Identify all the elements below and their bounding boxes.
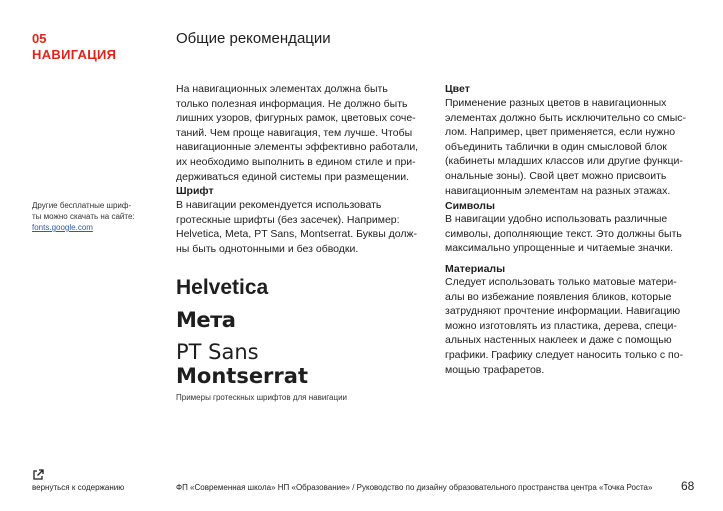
text-line: (кабинеты младших классов или другие функци- bbox=[445, 155, 683, 168]
color-heading: Цвет bbox=[445, 83, 470, 95]
symbols-paragraph bbox=[445, 212, 713, 256]
footer-text: ФП «Современная школа» НП «Образование» / Руководство по дизайну образовательного пространства центра «Точка Роста» bbox=[176, 483, 653, 492]
text-line: алы во избежание появления бликов, которые bbox=[445, 290, 672, 303]
text-line: навигационные элементы эффективно работали, bbox=[176, 141, 419, 154]
font-sample-meta: Мета bbox=[176, 308, 236, 332]
fonts-link[interactable]: fonts.google.com bbox=[32, 223, 93, 232]
text-line: затрудняют прочтение информации. Навигацию bbox=[445, 305, 681, 318]
symbols-heading: Символы bbox=[445, 200, 495, 212]
text-line: только полезная информация. Не должно быть bbox=[176, 97, 408, 110]
text-line: ны быть однотонными и без обводки. bbox=[176, 242, 359, 255]
text-line: таний. Чем проще навигация, тем лучше. Чтобы bbox=[176, 126, 413, 139]
text-line: В навигации рекомендуется использовать bbox=[176, 199, 382, 211]
text-line: элементах должно быть исключительно со смыс- bbox=[445, 111, 687, 124]
text-line: Helvetica, Meta, PT Sans, Montserrat. Буквы долж- bbox=[176, 228, 418, 241]
text-line: Следует использовать только матовые матери- bbox=[445, 276, 677, 288]
back-to-contents-link[interactable]: вернуться к содержанию bbox=[32, 483, 125, 492]
text-line: держиваться единой системы при размещении. bbox=[176, 170, 410, 183]
page-title: Общие рекомендации bbox=[176, 30, 331, 47]
text-line: В навигации удобно использовать различные bbox=[445, 213, 668, 225]
section-number: 05 bbox=[32, 31, 47, 46]
font-sample-montserrat: Montserrat bbox=[176, 364, 308, 388]
text-line: мощью трафаретов. bbox=[445, 363, 545, 376]
font-sample-ptsans: PT Sans bbox=[176, 340, 259, 364]
text-line: символы, дополняющие текст. Это должны быть bbox=[445, 227, 682, 240]
font-sample-helvetica: Helvetica bbox=[176, 276, 269, 299]
side-note bbox=[32, 200, 152, 233]
color-paragraph bbox=[445, 96, 713, 198]
text-line: лом. Например, цвет применяется, если нужно bbox=[445, 126, 676, 139]
side-note-text: Другие бесплатные шриф- ты можно скачать на сайте: bbox=[32, 201, 135, 221]
font-heading: Шрифт bbox=[176, 185, 214, 197]
materials-heading: Материалы bbox=[445, 263, 506, 275]
text-line: лишних узоров, фигурных рамок, цветовых соче- bbox=[176, 112, 416, 125]
external-link-icon[interactable] bbox=[32, 469, 44, 481]
materials-paragraph bbox=[445, 275, 713, 377]
text-line: ональные зоны). Свой цвет можно присвоить bbox=[445, 169, 667, 182]
text-line: гротескные шрифты (без засечек). Например: bbox=[176, 213, 400, 226]
text-line: Применение разных цветов в навигационных bbox=[445, 97, 667, 109]
text-line: навигационным элементам на разных этажах. bbox=[445, 184, 671, 197]
text-line: На навигационных элементах должна быть bbox=[176, 83, 388, 95]
text-line: можно изготовлять из пластика, дерева, специ- bbox=[445, 319, 677, 332]
text-line: максимально упрощенные и читаемые значки. bbox=[445, 242, 674, 255]
text-line: их необходимо выполнить в едином стиле и при- bbox=[176, 155, 416, 168]
text-line: объединить таблички в один смысловой блок bbox=[445, 140, 667, 153]
intro-paragraph bbox=[176, 82, 428, 184]
font-paragraph bbox=[176, 198, 428, 256]
section-title: НАВИГАЦИЯ bbox=[32, 47, 117, 62]
page-number: 68 bbox=[681, 479, 695, 493]
font-samples-caption: Примеры гротескных шрифтов для навигации bbox=[176, 393, 348, 402]
text-line: альных настенных наклеек и даже с помощью bbox=[445, 334, 672, 347]
text-line: графики. Графику следует наносить только с по- bbox=[445, 348, 684, 361]
